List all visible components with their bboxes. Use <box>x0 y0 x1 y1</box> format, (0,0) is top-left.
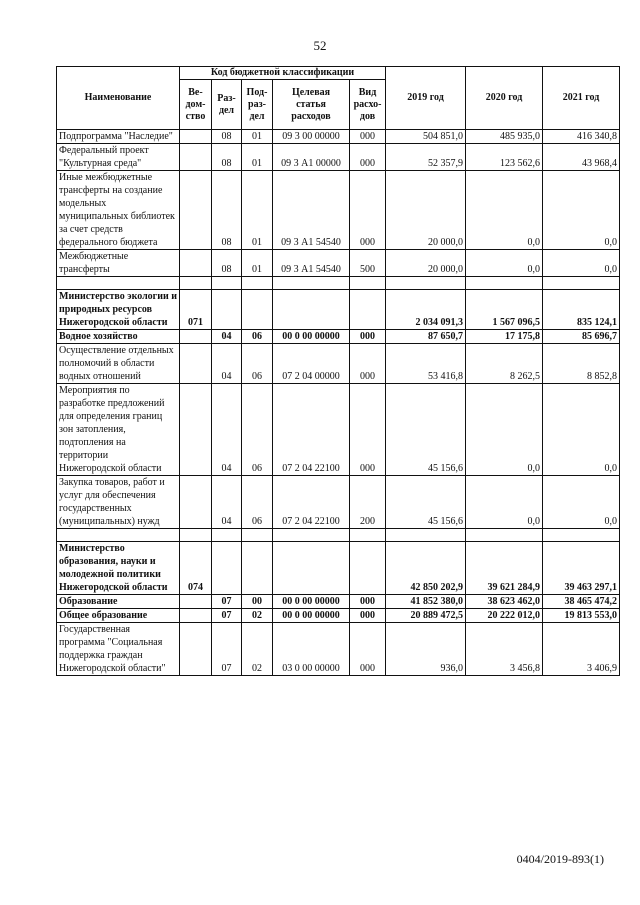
cell-name: Водное хозяйство <box>57 330 180 344</box>
header-name: Наименование <box>57 67 180 130</box>
cell-2020: 8 262,5 <box>466 344 543 384</box>
cell-name: Общее образование <box>57 609 180 623</box>
cell-section: 08 <box>212 250 242 277</box>
cell-expense-type: 000 <box>350 609 386 623</box>
cell-section: 07 <box>212 623 242 676</box>
cell-2019: 45 156,6 <box>386 476 466 529</box>
table-row <box>57 330 620 344</box>
empty-cell <box>242 277 273 290</box>
cell-2021: 835 124,1 <box>543 290 620 330</box>
cell-2020: 0,0 <box>466 250 543 277</box>
cell-target-item: 00 0 00 00000 <box>273 330 350 344</box>
cell-section: 04 <box>212 476 242 529</box>
cell-expense-type: 000 <box>350 330 386 344</box>
cell-2021: 39 463 297,1 <box>543 542 620 595</box>
header-expense-type: Вид расхо- дов <box>350 80 386 130</box>
table-row <box>57 595 620 609</box>
cell-2020: 1 567 096,5 <box>466 290 543 330</box>
cell-subsection: 06 <box>242 384 273 476</box>
empty-cell <box>466 277 543 290</box>
empty-cell <box>273 277 350 290</box>
header-section: Раз- дел <box>212 80 242 130</box>
cell-section: 08 <box>212 171 242 250</box>
cell-section: 07 <box>212 595 242 609</box>
table-row <box>57 144 620 171</box>
cell-department <box>180 250 212 277</box>
cell-2021: 19 813 553,0 <box>543 609 620 623</box>
cell-name: Министерство экологии и природных ресурсов Нижегородской области <box>57 290 180 330</box>
cell-department <box>180 171 212 250</box>
cell-2020: 38 623 462,0 <box>466 595 543 609</box>
cell-2021: 0,0 <box>543 476 620 529</box>
spacer-row <box>57 277 620 290</box>
cell-2019: 20 889 472,5 <box>386 609 466 623</box>
empty-cell <box>212 529 242 542</box>
cell-target-item: 00 0 00 00000 <box>273 595 350 609</box>
empty-cell <box>386 529 466 542</box>
cell-department <box>180 595 212 609</box>
cell-target-item: 09 3 А1 54540 <box>273 171 350 250</box>
empty-cell <box>273 529 350 542</box>
cell-2019: 45 156,6 <box>386 384 466 476</box>
cell-target-item: 07 2 04 22100 <box>273 476 350 529</box>
header-2020: 2020 год <box>466 67 543 130</box>
cell-subsection: 06 <box>242 330 273 344</box>
cell-department <box>180 476 212 529</box>
spacer-row <box>57 529 620 542</box>
empty-cell <box>543 277 620 290</box>
cell-subsection <box>242 290 273 330</box>
cell-subsection: 06 <box>242 476 273 529</box>
cell-name: Осуществление отдельных полномочий в области водных отношений <box>57 344 180 384</box>
cell-2021: 43 968,4 <box>543 144 620 171</box>
cell-department <box>180 623 212 676</box>
cell-subsection: 02 <box>242 623 273 676</box>
cell-expense-type: 000 <box>350 144 386 171</box>
empty-cell <box>543 529 620 542</box>
cell-expense-type: 000 <box>350 384 386 476</box>
cell-2020: 39 621 284,9 <box>466 542 543 595</box>
header-classification-group: Код бюджетной классификации <box>180 67 386 80</box>
cell-name: Образование <box>57 595 180 609</box>
cell-section: 04 <box>212 330 242 344</box>
table-row <box>57 250 620 277</box>
cell-section <box>212 290 242 330</box>
cell-subsection: 01 <box>242 130 273 144</box>
cell-department <box>180 144 212 171</box>
cell-section <box>212 542 242 595</box>
table-row <box>57 623 620 676</box>
table-row <box>57 609 620 623</box>
empty-cell <box>350 529 386 542</box>
cell-subsection: 02 <box>242 609 273 623</box>
table-row <box>57 171 620 250</box>
cell-target-item: 09 3 А1 54540 <box>273 250 350 277</box>
cell-section: 08 <box>212 130 242 144</box>
cell-subsection: 01 <box>242 171 273 250</box>
cell-2020: 17 175,8 <box>466 330 543 344</box>
cell-2020: 485 935,0 <box>466 130 543 144</box>
cell-name: Подпрограмма "Наследие" <box>57 130 180 144</box>
cell-expense-type: 200 <box>350 476 386 529</box>
cell-target-item <box>273 542 350 595</box>
cell-name: Мероприятия по разработке предложений для определения границ зон затопления, подтопления на территории Нижегородской области <box>57 384 180 476</box>
cell-2019: 936,0 <box>386 623 466 676</box>
cell-2019: 41 852 380,0 <box>386 595 466 609</box>
cell-target-item: 00 0 00 00000 <box>273 609 350 623</box>
empty-cell <box>386 277 466 290</box>
cell-2019: 504 851,0 <box>386 130 466 144</box>
header-2021: 2021 год <box>543 67 620 130</box>
cell-2019: 87 650,7 <box>386 330 466 344</box>
cell-2020: 123 562,6 <box>466 144 543 171</box>
table-row <box>57 476 620 529</box>
cell-department <box>180 130 212 144</box>
empty-cell <box>466 529 543 542</box>
cell-target-item: 09 3 А1 00000 <box>273 144 350 171</box>
header-2019: 2019 год <box>386 67 466 130</box>
cell-2021: 416 340,8 <box>543 130 620 144</box>
cell-expense-type: 000 <box>350 171 386 250</box>
cell-subsection <box>242 542 273 595</box>
cell-name: Межбюджетные трансферты <box>57 250 180 277</box>
empty-cell <box>57 529 180 542</box>
cell-subsection: 01 <box>242 144 273 171</box>
cell-2021: 0,0 <box>543 250 620 277</box>
page-number: 52 <box>313 38 327 53</box>
cell-2019: 42 850 202,9 <box>386 542 466 595</box>
cell-expense-type: 500 <box>350 250 386 277</box>
cell-expense-type: 000 <box>350 595 386 609</box>
header-target-item: Целевая статья расходов <box>273 80 350 130</box>
cell-target-item: 07 2 04 22100 <box>273 384 350 476</box>
table-row <box>57 542 620 595</box>
empty-cell <box>350 277 386 290</box>
cell-expense-type: 000 <box>350 623 386 676</box>
header-subsection: Под- раз- дел <box>242 80 273 130</box>
cell-department <box>180 330 212 344</box>
cell-subsection: 01 <box>242 250 273 277</box>
cell-expense-type <box>350 290 386 330</box>
cell-expense-type <box>350 542 386 595</box>
cell-2021: 8 852,8 <box>543 344 620 384</box>
document-code: 0404/2019-893(1) <box>516 852 604 866</box>
cell-department <box>180 344 212 384</box>
empty-cell <box>242 529 273 542</box>
cell-section: 08 <box>212 144 242 171</box>
empty-cell <box>57 277 180 290</box>
table-row <box>57 344 620 384</box>
cell-target-item: 09 3 00 00000 <box>273 130 350 144</box>
empty-cell <box>212 277 242 290</box>
cell-expense-type: 000 <box>350 344 386 384</box>
cell-2020: 0,0 <box>466 476 543 529</box>
cell-name: Федеральный проект "Культурная среда" <box>57 144 180 171</box>
cell-name: Государственная программа "Социальная поддержка граждан Нижегородской области" <box>57 623 180 676</box>
cell-2021: 3 406,9 <box>543 623 620 676</box>
budget-table <box>56 66 620 676</box>
cell-subsection: 06 <box>242 344 273 384</box>
cell-2019: 52 357,9 <box>386 144 466 171</box>
cell-2019: 53 416,8 <box>386 344 466 384</box>
cell-name: Иные межбюджетные трансферты на создание модельных муниципальных библиотек за счет средств федерального бюджета <box>57 171 180 250</box>
empty-cell <box>180 277 212 290</box>
cell-2020: 0,0 <box>466 384 543 476</box>
cell-2019: 20 000,0 <box>386 171 466 250</box>
cell-2021: 38 465 474,2 <box>543 595 620 609</box>
cell-2019: 20 000,0 <box>386 250 466 277</box>
cell-department: 074 <box>180 542 212 595</box>
cell-2019: 2 034 091,3 <box>386 290 466 330</box>
cell-2020: 20 222 012,0 <box>466 609 543 623</box>
cell-section: 04 <box>212 384 242 476</box>
cell-target-item: 07 2 04 00000 <box>273 344 350 384</box>
cell-expense-type: 000 <box>350 130 386 144</box>
table-row <box>57 130 620 144</box>
cell-subsection: 00 <box>242 595 273 609</box>
table-row <box>57 384 620 476</box>
cell-2021: 85 696,7 <box>543 330 620 344</box>
empty-cell <box>180 529 212 542</box>
cell-department <box>180 384 212 476</box>
cell-2020: 3 456,8 <box>466 623 543 676</box>
cell-department: 071 <box>180 290 212 330</box>
cell-name: Закупка товаров, работ и услуг для обеспечения государственных (муниципальных) нужд <box>57 476 180 529</box>
cell-target-item <box>273 290 350 330</box>
cell-target-item: 03 0 00 00000 <box>273 623 350 676</box>
cell-section: 04 <box>212 344 242 384</box>
cell-section: 07 <box>212 609 242 623</box>
cell-2020: 0,0 <box>466 171 543 250</box>
table-body <box>57 130 620 676</box>
header-department: Ве- дом- ство <box>180 80 212 130</box>
table-row <box>57 290 620 330</box>
cell-department <box>180 609 212 623</box>
cell-2021: 0,0 <box>543 384 620 476</box>
cell-2021: 0,0 <box>543 171 620 250</box>
cell-name: Министерство образования, науки и молодежной политики Нижегородской области <box>57 542 180 595</box>
